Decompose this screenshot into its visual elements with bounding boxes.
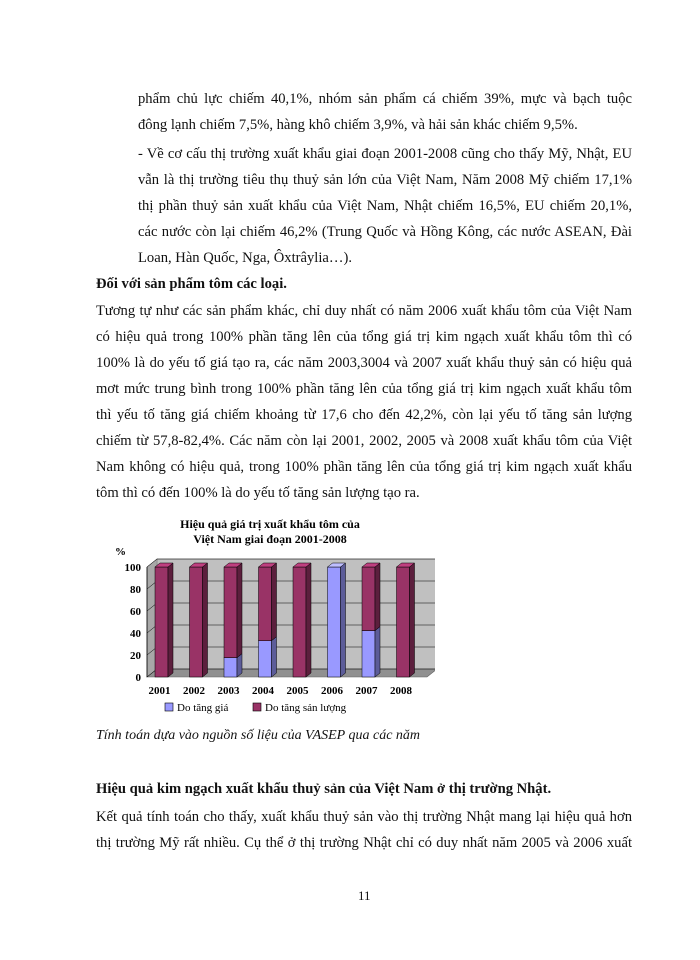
bar-price-2007 xyxy=(362,631,375,677)
text-line: các nước còn lại chiếm 46,2% (Trung Quốc và Hồng Kông, các nước ASEAN, Đài xyxy=(138,224,632,240)
section-heading-japan: Hiệu quả kim ngạch xuất khẩu thuỷ sản của Việt Nam ở thị trường Nhật. xyxy=(96,781,552,797)
bar-price-2006 xyxy=(328,567,341,677)
chart-x-tick-label: 2007 xyxy=(355,685,378,697)
text-line: vẫn là thị trường tiêu thụ thuỷ sản lớn của Việt Nam, Năm 2008 Mỹ chiếm 17,1% xyxy=(138,172,632,188)
chart-title-line-1: Hiệu quả giá trị xuất khẩu tôm của xyxy=(180,517,360,531)
bar-price-2003 xyxy=(224,658,237,677)
bar-volume-2003-side xyxy=(237,563,242,658)
bar-volume-2004-side xyxy=(272,563,277,641)
bar-volume-2005 xyxy=(293,567,306,677)
paragraph-market-structure xyxy=(138,141,632,271)
chart-x-tick-label: 2002 xyxy=(183,685,205,697)
chart-y-axis-label: % xyxy=(115,546,126,558)
text-line: thị phần thuỷ sản xuất khẩu của Việt Nam, Nhật chiếm 16,5%, EU chiếm 20,1%, xyxy=(138,198,632,214)
text-line: Kết quả tính toán cho thấy, xuất khẩu thuỷ sản vào thị trường Nhật mang lại hiệu quả hơn xyxy=(96,809,632,825)
legend-swatch-volume xyxy=(253,703,261,711)
chart-plot-area xyxy=(125,559,436,697)
bar-price-2006-side xyxy=(341,563,346,677)
text-line: Tương tự như các sản phẩm khác, chỉ duy nhất có năm 2006 xuất khẩu tôm của Việt Nam xyxy=(96,303,632,319)
chart-x-tick-label: 2004 xyxy=(252,685,274,697)
text-line: Loan, Hàn Quốc, Nga, Ôxtrâylia…). xyxy=(138,250,352,266)
chart-x-tick-label: 2003 xyxy=(217,685,240,697)
bar-volume-2001-side xyxy=(168,563,173,677)
text-line: 100% là do yếu tố giá tạo ra, các năm 2003,3004 và 2007 xuất khẩu thuỷ sản có hiệu quả xyxy=(96,355,632,371)
text-line: chiếm từ 57,8-82,4%. Các năm còn lại 2001, 2002, 2005 và 2008 xuất khẩu tôm của Việt xyxy=(96,433,632,449)
paragraph-shrimp-analysis xyxy=(96,298,632,506)
chart-y-tick-label: 60 xyxy=(130,606,141,618)
bar-volume-2005-side xyxy=(306,563,311,677)
chart-y-tick-label: 100 xyxy=(124,562,141,574)
text-line: mơt mức trung bình trong 100% phần tăng lên của tổng giá trị kim ngạch xuất khẩu tôm xyxy=(96,381,632,397)
chart-y-tick-label: 0 xyxy=(135,672,141,684)
section-heading-shrimp: Đối với sản phẩm tôm các loại. xyxy=(96,276,287,292)
paragraph-japan-analysis xyxy=(96,804,632,856)
bar-volume-2008-side xyxy=(410,563,415,677)
text-line: tôm thì có đến 100% là do yếu tố tăng sản lượng tạo ra. xyxy=(96,485,420,501)
paragraph-product-structure xyxy=(138,86,632,138)
bar-volume-2007-side xyxy=(375,563,380,631)
legend-label-price: Do tăng giá xyxy=(177,702,229,714)
bar-price-2007-side xyxy=(375,627,380,677)
bar-volume-2002 xyxy=(190,567,203,677)
text-line: Nam không có hiệu quả, trong 100% phần tăng lên của tổng giá trị kim ngạch xuất khẩu xyxy=(96,459,632,475)
chart-caption: Tính toán dựa vào nguồn số liệu của VASEP qua các năm xyxy=(96,728,421,743)
page-number: 11 xyxy=(358,888,371,903)
chart-y-tick-label: 80 xyxy=(130,584,141,596)
bar-volume-2004 xyxy=(259,567,272,641)
legend-swatch-price xyxy=(165,703,173,711)
text-line: thị trường Mỹ rất nhiều. Cụ thể ở thị trường Nhật chỉ có duy nhất năm 2005 và 2006 xuất xyxy=(96,835,632,851)
text-line: đông lạnh chiếm 7,5%, hàng khô chiếm 3,9%, và hải sản khác chiếm 9,5%. xyxy=(138,117,578,133)
chart-x-tick-label: 2006 xyxy=(321,685,343,697)
chart-x-tick-label: 2005 xyxy=(286,685,309,697)
text-line: thì yếu tố tăng giá chiếm khoảng từ 17,6 cho đến 42,2%, còn lại yếu tố tăng sản lượng xyxy=(96,407,632,423)
bar-volume-2008 xyxy=(397,567,410,677)
chart-title-line-2: Việt Nam giai đoạn 2001-2008 xyxy=(193,532,347,546)
bar-volume-2001 xyxy=(155,567,168,677)
bar-volume-2002-side xyxy=(203,563,208,677)
chart-y-tick-label: 40 xyxy=(130,628,141,640)
shrimp-export-efficiency-chart xyxy=(105,512,435,722)
bar-price-2004-side xyxy=(272,637,277,677)
chart-x-tick-label: 2001 xyxy=(148,685,171,697)
text-line: có hiệu quả trong 100% phần tăng lên của tổng giá trị kim ngạch xuất khẩu tôm thì có xyxy=(96,329,632,345)
bar-volume-2003 xyxy=(224,567,237,658)
text-line: - Về cơ cấu thị trường xuất khẩu giai đoạn 2001-2008 cũng cho thấy Mỹ, Nhật, EU xyxy=(138,146,632,162)
text-line: phẩm chủ lực chiếm 40,1%, nhóm sản phẩm cá chiếm 39%, mực và bạch tuộc xyxy=(138,91,632,107)
legend-label-volume: Do tăng sản lượng xyxy=(265,702,347,714)
chart-x-tick-label: 2008 xyxy=(390,685,412,697)
bar-volume-2007 xyxy=(362,567,375,631)
bar-price-2004 xyxy=(259,641,272,677)
chart-y-tick-label: 20 xyxy=(130,650,141,662)
